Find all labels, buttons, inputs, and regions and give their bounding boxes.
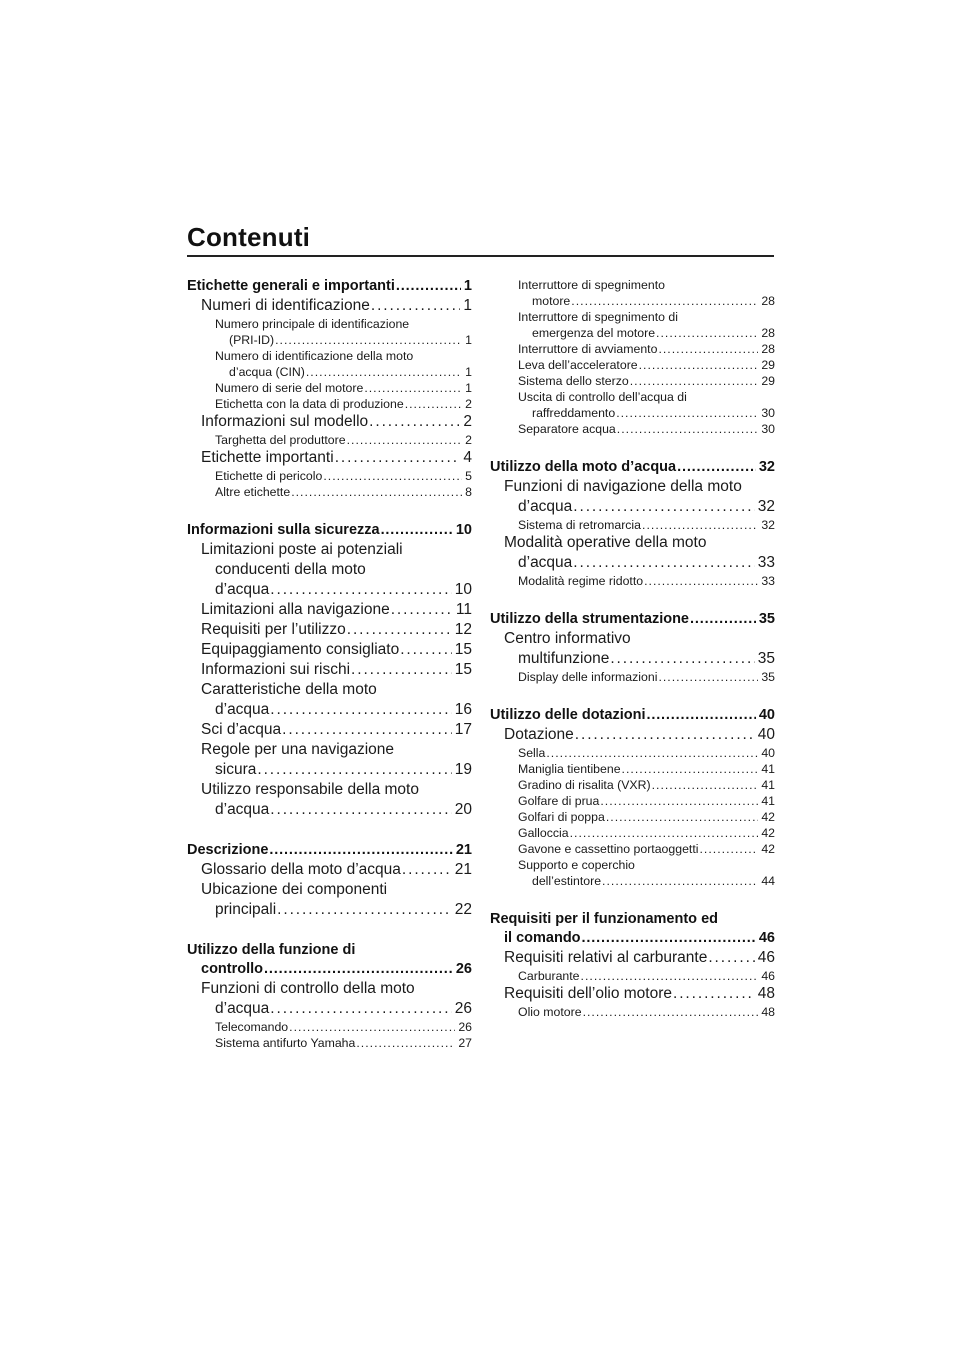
toc-entry[interactable] (490, 533, 775, 573)
dot-leader (405, 396, 462, 412)
dot-leader (583, 1004, 759, 1020)
toc-entry[interactable] (187, 380, 472, 396)
toc-entry-text: Equipaggiamento consigliato (201, 641, 400, 658)
toc-entry[interactable] (490, 825, 775, 841)
dot-leader (575, 725, 755, 745)
dot-leader (622, 761, 759, 777)
toc-page-number: 1 (465, 381, 472, 395)
toc-page-number: 12 (454, 621, 472, 638)
toc-entry-text: Utilizzo responsabile della moto (201, 781, 419, 798)
dot-leader (335, 448, 461, 468)
toc-entry-text: Caratteristiche della moto (201, 681, 377, 698)
dot-leader (356, 1035, 455, 1051)
toc-page-number: 35 (757, 650, 775, 667)
toc-entry[interactable] (187, 1035, 472, 1051)
toc-entry-text: Modalità operative della moto (504, 534, 707, 551)
toc-entry[interactable] (187, 880, 472, 920)
toc-page-number: 8 (465, 485, 472, 499)
toc-entry-text: Numero principale di identificazione (215, 317, 410, 331)
title-rule (187, 255, 774, 257)
toc-entry-text: Utilizzo della strumentazione (490, 611, 689, 627)
dot-leader (573, 497, 754, 517)
dot-leader (381, 521, 453, 540)
toc-entry-text: Limitazioni alla navigazione (201, 601, 390, 618)
toc-entry[interactable] (187, 860, 472, 880)
toc-entry-text: dell’estintore (532, 874, 602, 888)
toc-page-number: 26 (455, 961, 472, 977)
toc-entry-text: Modalità regime ridotto (518, 574, 644, 588)
toc-entry-text: (PRI-ID) (229, 333, 275, 347)
dot-leader (347, 432, 463, 448)
dot-leader (347, 620, 452, 640)
toc-entry-text: Sistema dello sterzo (518, 374, 629, 388)
toc-entry[interactable] (187, 432, 472, 448)
dot-leader (582, 929, 756, 948)
toc-entry-text: Uscita di controllo dell’acqua di (518, 390, 687, 404)
toc-entry[interactable] (187, 316, 472, 348)
toc-entry[interactable] (490, 309, 775, 341)
toc-entry[interactable] (490, 948, 775, 968)
toc-entry-text: Funzioni di navigazione della moto (504, 478, 742, 495)
toc-entry[interactable] (187, 780, 472, 820)
toc-entry[interactable] (490, 910, 775, 948)
toc-entry[interactable] (490, 777, 775, 793)
toc-entry-text: Maniglia tientibene (518, 762, 621, 776)
toc-page-number: 41 (761, 762, 775, 776)
toc-page-number: 2 (465, 397, 472, 411)
toc-page-number: 4 (463, 449, 472, 466)
toc-page-number: 22 (454, 901, 472, 918)
toc-entry-text: Interruttore di spegnimento di (518, 310, 678, 324)
toc-entry-text: Sci d’acqua (201, 721, 282, 738)
toc-page-number: 1 (463, 297, 472, 314)
dot-leader (369, 412, 460, 432)
toc-entry-text: Funzioni di controllo della moto (201, 980, 415, 997)
toc-page-number: 42 (761, 810, 775, 824)
toc-page-number: 46 (757, 949, 775, 966)
toc-entry-text: Sistema antifurto Yamaha (215, 1036, 356, 1050)
toc-entry-text: Interruttore di spegnimento (518, 278, 665, 292)
toc-entry[interactable] (187, 521, 472, 540)
toc-page-number: 30 (761, 406, 775, 420)
toc-page-number: 10 (454, 581, 472, 598)
dot-leader (658, 341, 758, 357)
toc-entry-text: Numero di identificazione della moto (215, 349, 414, 363)
toc-page-number: 46 (758, 930, 775, 946)
toc-entry[interactable] (490, 725, 775, 745)
toc-entry-text: emergenza del motore (532, 326, 656, 340)
toc-entry[interactable] (490, 421, 775, 437)
toc-entry-text: Sistema di retromarcia (518, 518, 642, 532)
toc-page-number: 28 (761, 342, 775, 356)
toc-entry[interactable] (490, 389, 775, 421)
dot-leader (630, 373, 759, 389)
toc-page-number: 26 (454, 1000, 472, 1017)
toc-page-number: 5 (465, 469, 472, 483)
toc-page-number: 41 (761, 794, 775, 808)
toc-page-number: 1 (463, 278, 472, 294)
toc-page-number: 21 (455, 842, 472, 858)
toc-entry-text: Limitazioni poste ai potenziali (201, 541, 403, 558)
toc-entry[interactable] (187, 620, 472, 640)
toc-entry-text: Dotazione (504, 726, 574, 743)
dot-leader (571, 293, 758, 309)
toc-entry[interactable] (490, 629, 775, 669)
dot-leader (600, 793, 758, 809)
toc-entry-text: d’acqua (518, 554, 573, 571)
toc-entry[interactable] (490, 373, 775, 389)
toc-entry-text: Telecomando (215, 1020, 289, 1034)
toc-entry[interactable] (490, 984, 775, 1004)
toc-entry[interactable] (187, 1019, 472, 1035)
toc-entry-text: conducenti della moto (215, 561, 366, 578)
toc-entry[interactable] (490, 341, 775, 357)
toc-entry[interactable] (490, 517, 775, 533)
toc-entry-text: raffreddamento (532, 406, 616, 420)
dot-leader (323, 468, 462, 484)
toc-page-number: 2 (463, 413, 472, 430)
toc-entry[interactable] (187, 841, 472, 860)
toc-page-number: 33 (757, 554, 775, 571)
toc-entry-text: Centro informativo (504, 630, 631, 647)
toc-entry-text: Gradino di risalita (VXR) (518, 778, 651, 792)
toc-entry[interactable] (187, 484, 472, 500)
toc-entry[interactable] (187, 348, 472, 380)
dot-leader (602, 873, 758, 889)
toc-entry-text: principali (215, 901, 277, 918)
dot-leader (270, 999, 451, 1019)
toc-page-number: 46 (761, 969, 775, 983)
toc-page-number: 32 (757, 498, 775, 515)
toc-entry[interactable] (187, 979, 472, 1019)
dot-leader (270, 800, 451, 820)
toc-entry-text: Informazioni sul modello (201, 413, 369, 430)
toc-page-number: 2 (465, 433, 472, 447)
toc-page-number: 11 (455, 601, 472, 618)
toc-entry[interactable] (187, 600, 472, 620)
toc-entry-text: Display delle informazioni (518, 670, 658, 684)
toc-page-number: 28 (761, 294, 775, 308)
dot-leader (306, 364, 462, 380)
dot-leader (289, 1019, 455, 1035)
toc-page-number: 16 (454, 701, 472, 718)
toc-page-number: 17 (454, 721, 472, 738)
toc-entry[interactable] (187, 448, 472, 468)
toc-page-number: 48 (761, 1005, 775, 1019)
toc-entry[interactable] (490, 277, 775, 309)
dot-leader (400, 640, 452, 660)
toc-page-number: 19 (454, 761, 472, 778)
toc-entry-text: Gavone e cassettino portaoggetti (518, 842, 699, 856)
toc-entry-text: Targhetta del produttore (215, 433, 346, 447)
toc-entry-text: Numeri di identificazione (201, 297, 370, 314)
dot-leader (639, 357, 759, 373)
dot-leader (708, 948, 754, 968)
dot-leader (690, 610, 756, 629)
toc-page-number: 35 (761, 670, 775, 684)
dot-leader (606, 809, 758, 825)
toc-entry-text: Etichetta con la data di produzione (215, 397, 404, 411)
toc-entry-text: sicura (215, 761, 257, 778)
toc-page-number: 29 (761, 358, 775, 372)
dot-leader (282, 720, 452, 740)
toc-entry-text: Requisiti per l’utilizzo (201, 621, 346, 638)
toc-entry-text: Requisiti relativi al carburante (504, 949, 708, 966)
dot-leader (610, 649, 754, 669)
toc-entry[interactable] (490, 573, 775, 589)
toc-page-number: 26 (458, 1020, 472, 1034)
dot-leader (270, 700, 451, 720)
toc-entry-text: d’acqua (215, 801, 270, 818)
toc-entry[interactable] (187, 740, 472, 780)
toc-page-number: 15 (454, 661, 472, 678)
toc-entry-text: il comando (504, 930, 581, 946)
toc-entry[interactable] (490, 669, 775, 685)
toc-entry-text: Ubicazione dei componenti (201, 881, 388, 898)
toc-entry-text: Etichette importanti (201, 449, 334, 466)
toc-entry-text: Supporto e coperchio (518, 858, 635, 872)
toc-entry[interactable] (187, 277, 472, 296)
toc-entry[interactable] (490, 610, 775, 629)
dot-leader (656, 325, 758, 341)
dot-leader (652, 777, 759, 793)
toc-page-number: 21 (454, 861, 472, 878)
dot-leader (677, 458, 756, 477)
toc-page-number: 35 (758, 611, 775, 627)
toc-entry-text: Utilizzo delle dotazioni (490, 707, 646, 723)
toc-page-number: 32 (758, 459, 775, 475)
toc-entry-text: d’acqua (215, 581, 270, 598)
toc-entry[interactable] (490, 857, 775, 889)
dot-leader (616, 405, 758, 421)
dot-leader (291, 484, 462, 500)
toc-entry-text: Regole per una navigazione (201, 741, 395, 758)
toc-page-number: 42 (761, 842, 775, 856)
dot-leader (573, 553, 754, 573)
toc-entry-text: Leva dell’acceleratore (518, 358, 638, 372)
toc-page-number: 29 (761, 374, 775, 388)
dot-leader (581, 968, 759, 984)
toc-entry-text: Informazioni sulla sicurezza (187, 522, 380, 538)
toc-page-number: 40 (757, 726, 775, 743)
toc-entry[interactable] (187, 412, 472, 432)
toc-page-number: 15 (454, 641, 472, 658)
toc-entry-text: Etichette generali e importanti (187, 278, 395, 294)
dot-leader (617, 421, 759, 437)
dot-leader (570, 825, 759, 841)
toc-entry[interactable] (187, 540, 472, 600)
toc-entry[interactable] (490, 793, 775, 809)
toc-entry[interactable] (490, 477, 775, 517)
toc-entry-text: d’acqua (518, 498, 573, 515)
dot-leader (396, 277, 461, 296)
toc-entry[interactable] (187, 468, 472, 484)
toc-page-number: 28 (761, 326, 775, 340)
toc-page-number: 48 (757, 985, 775, 1002)
toc-entry-text: Utilizzo della moto d’acqua (490, 459, 677, 475)
dot-leader (673, 984, 755, 1004)
dot-leader (371, 296, 461, 316)
dot-leader (391, 600, 453, 620)
toc-entry[interactable] (490, 841, 775, 857)
toc-entry[interactable] (187, 941, 472, 979)
toc-entry-text: Carburante (518, 969, 580, 983)
toc-entry-text: Golfare di prua (518, 794, 600, 808)
toc-entry-text: Glossario della moto d’acqua (201, 861, 401, 878)
toc-entry-text: Requisiti per il funzionamento ed (490, 911, 718, 927)
toc-page-number: 40 (758, 707, 775, 723)
toc-entry[interactable] (490, 1004, 775, 1020)
dot-leader (646, 706, 755, 725)
toc-entry-text: Informazioni sui rischi (201, 661, 351, 678)
dot-leader (264, 960, 453, 979)
toc-entry[interactable] (490, 745, 775, 761)
toc-entry-text: Descrizione (187, 842, 269, 858)
toc-entry-text: Altre etichette (215, 485, 291, 499)
toc-entry-text: d’acqua (215, 1000, 270, 1017)
toc-entry[interactable] (490, 706, 775, 725)
toc-entry-text: Numero di serie del motore (215, 381, 364, 395)
toc-entry-text: d’acqua (215, 701, 270, 718)
toc-entry-text: Sella (518, 746, 546, 760)
toc-page-number: 33 (761, 574, 775, 588)
toc-entry-text: d’acqua (CIN) (229, 365, 305, 379)
toc-entry[interactable] (490, 761, 775, 777)
toc-page-number: 41 (761, 778, 775, 792)
dot-leader (269, 841, 452, 860)
toc-entry[interactable] (490, 357, 775, 373)
toc-entry-text: Interruttore di avviamento (518, 342, 658, 356)
toc-entry-text: Galloccia (518, 826, 569, 840)
toc-entry-text: Etichette di pericolo (215, 469, 323, 483)
toc-page-number: 32 (761, 518, 775, 532)
toc-column-left (187, 277, 472, 1051)
toc-column-right (490, 277, 775, 1020)
toc-page-number: 20 (454, 801, 472, 818)
toc-entry[interactable] (187, 296, 472, 316)
dot-leader (351, 660, 452, 680)
page-title: Contenuti (187, 222, 311, 252)
toc-page-number: 40 (761, 746, 775, 760)
dot-leader (642, 517, 758, 533)
toc-entry[interactable] (187, 680, 472, 720)
toc-entry-text: controllo (201, 961, 264, 977)
toc-entry-text: Olio motore (518, 1005, 582, 1019)
toc-entry[interactable] (490, 458, 775, 477)
toc-page-number: 27 (458, 1036, 472, 1050)
toc-entry[interactable] (187, 640, 472, 660)
toc-entry-text: Utilizzo della funzione di (187, 942, 356, 958)
dot-leader (658, 669, 758, 685)
dot-leader (270, 580, 451, 600)
dot-leader (699, 841, 758, 857)
toc-page-number: 1 (465, 365, 472, 379)
dot-leader (257, 760, 451, 780)
dot-leader (402, 860, 452, 880)
toc-entry[interactable] (490, 968, 775, 984)
toc-entry[interactable] (187, 720, 472, 740)
dot-leader (364, 380, 462, 396)
toc-page-number: 10 (455, 522, 472, 538)
toc-entry-text: Golfari di poppa (518, 810, 605, 824)
toc-entry[interactable] (490, 809, 775, 825)
toc-entry-text: Requisiti dell’olio motore (504, 985, 672, 1002)
toc-page-number: 1 (465, 333, 472, 347)
toc-entry-text: motore (532, 294, 571, 308)
toc-page-number: 44 (761, 874, 775, 888)
toc-entry[interactable] (187, 396, 472, 412)
toc-entry-text: Separatore acqua (518, 422, 616, 436)
dot-leader (644, 573, 758, 589)
toc-entry-text: multifunzione (518, 650, 610, 667)
toc-page-number: 42 (761, 826, 775, 840)
toc-entry[interactable] (187, 660, 472, 680)
dot-leader (546, 745, 758, 761)
dot-leader (277, 900, 452, 920)
toc-page-number: 30 (761, 422, 775, 436)
dot-leader (275, 332, 462, 348)
